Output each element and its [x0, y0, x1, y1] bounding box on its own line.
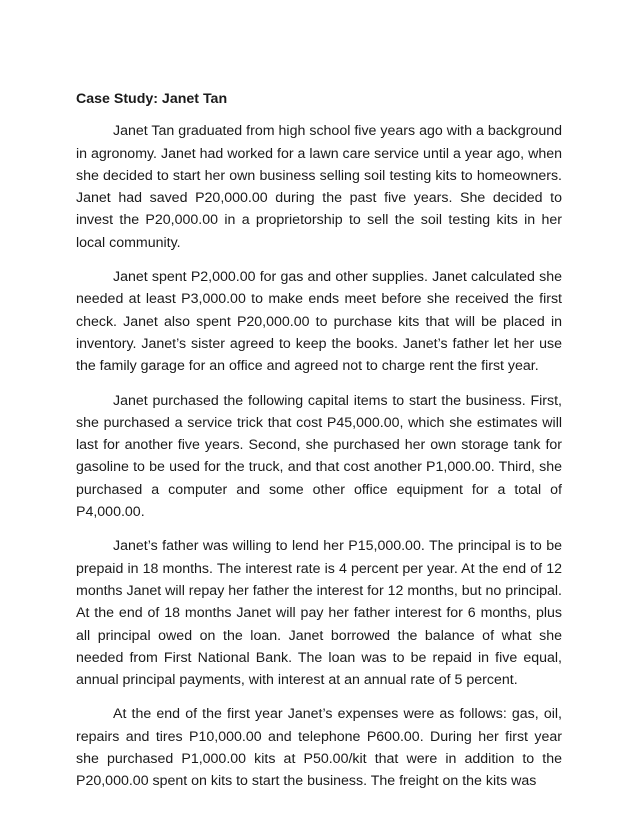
- paragraph-1: Janet Tan graduated from high school five years ago with a background in agronomy. Janet had worked for a lawn care service until a year ago, when she decided to start her own business selling soil testing kits to homeowners. Janet had saved P20,000.00 during the past five years. She decided to invest the P20,000.00 in a proprietorship to sell the soil testing kits in her local community.: [76, 123, 562, 251]
- paragraph-4: Janet’s father was willing to lend her P15,000.00. The principal is to be prepaid in 18 months. The interest rate is 4 percent per year. At the end of 12 months Janet will repay her father the interest for 12 months, but no principal. At the end of 18 months Janet will pay her father interest for 6 months, plus all principal owed on the loan. Janet borrowed the balance of what she needed from First National Bank. The loan was to be repaid in five equal, annual principal payments, with interest at an annual rate of 5 percent.: [76, 538, 562, 689]
- paragraph-3: Janet purchased the following capital items to start the business. First, she purchased a service trick that cost P45,000.00, which she estimates will last for another five years. Second, she purchased her own storage tank for gasoline to be used for the truck, and that cost another P1,000.00. Third, she purchased a computer and some other office equipment for a total of P4,000.00.: [76, 392, 562, 521]
- paragraph-5: At the end of the first year Janet’s expenses were as follows: gas, oil, repairs and tires P10,000.00 and telephone P600.00. During her first year she purchased P1,000.00 kits at P50.00/kit that were in addition to the P20,000.00 spent on kits to start the business. The freight on the kits was: [76, 706, 562, 790]
- document-title: Case Study: Janet Tan: [76, 91, 228, 107]
- paragraph-2: Janet spent P2,000.00 for gas and other supplies. Janet calculated she needed at least P3,000.00 to make ends meet before she received the first check. Janet also spent P20,000.00 to purchase kits that will be placed in inventory. Janet’s sister agreed to keep the books. Janet’s father let her use the family garage for an office and agreed not to charge rent the first year.: [76, 269, 562, 375]
- document-body: [76, 88, 562, 805]
